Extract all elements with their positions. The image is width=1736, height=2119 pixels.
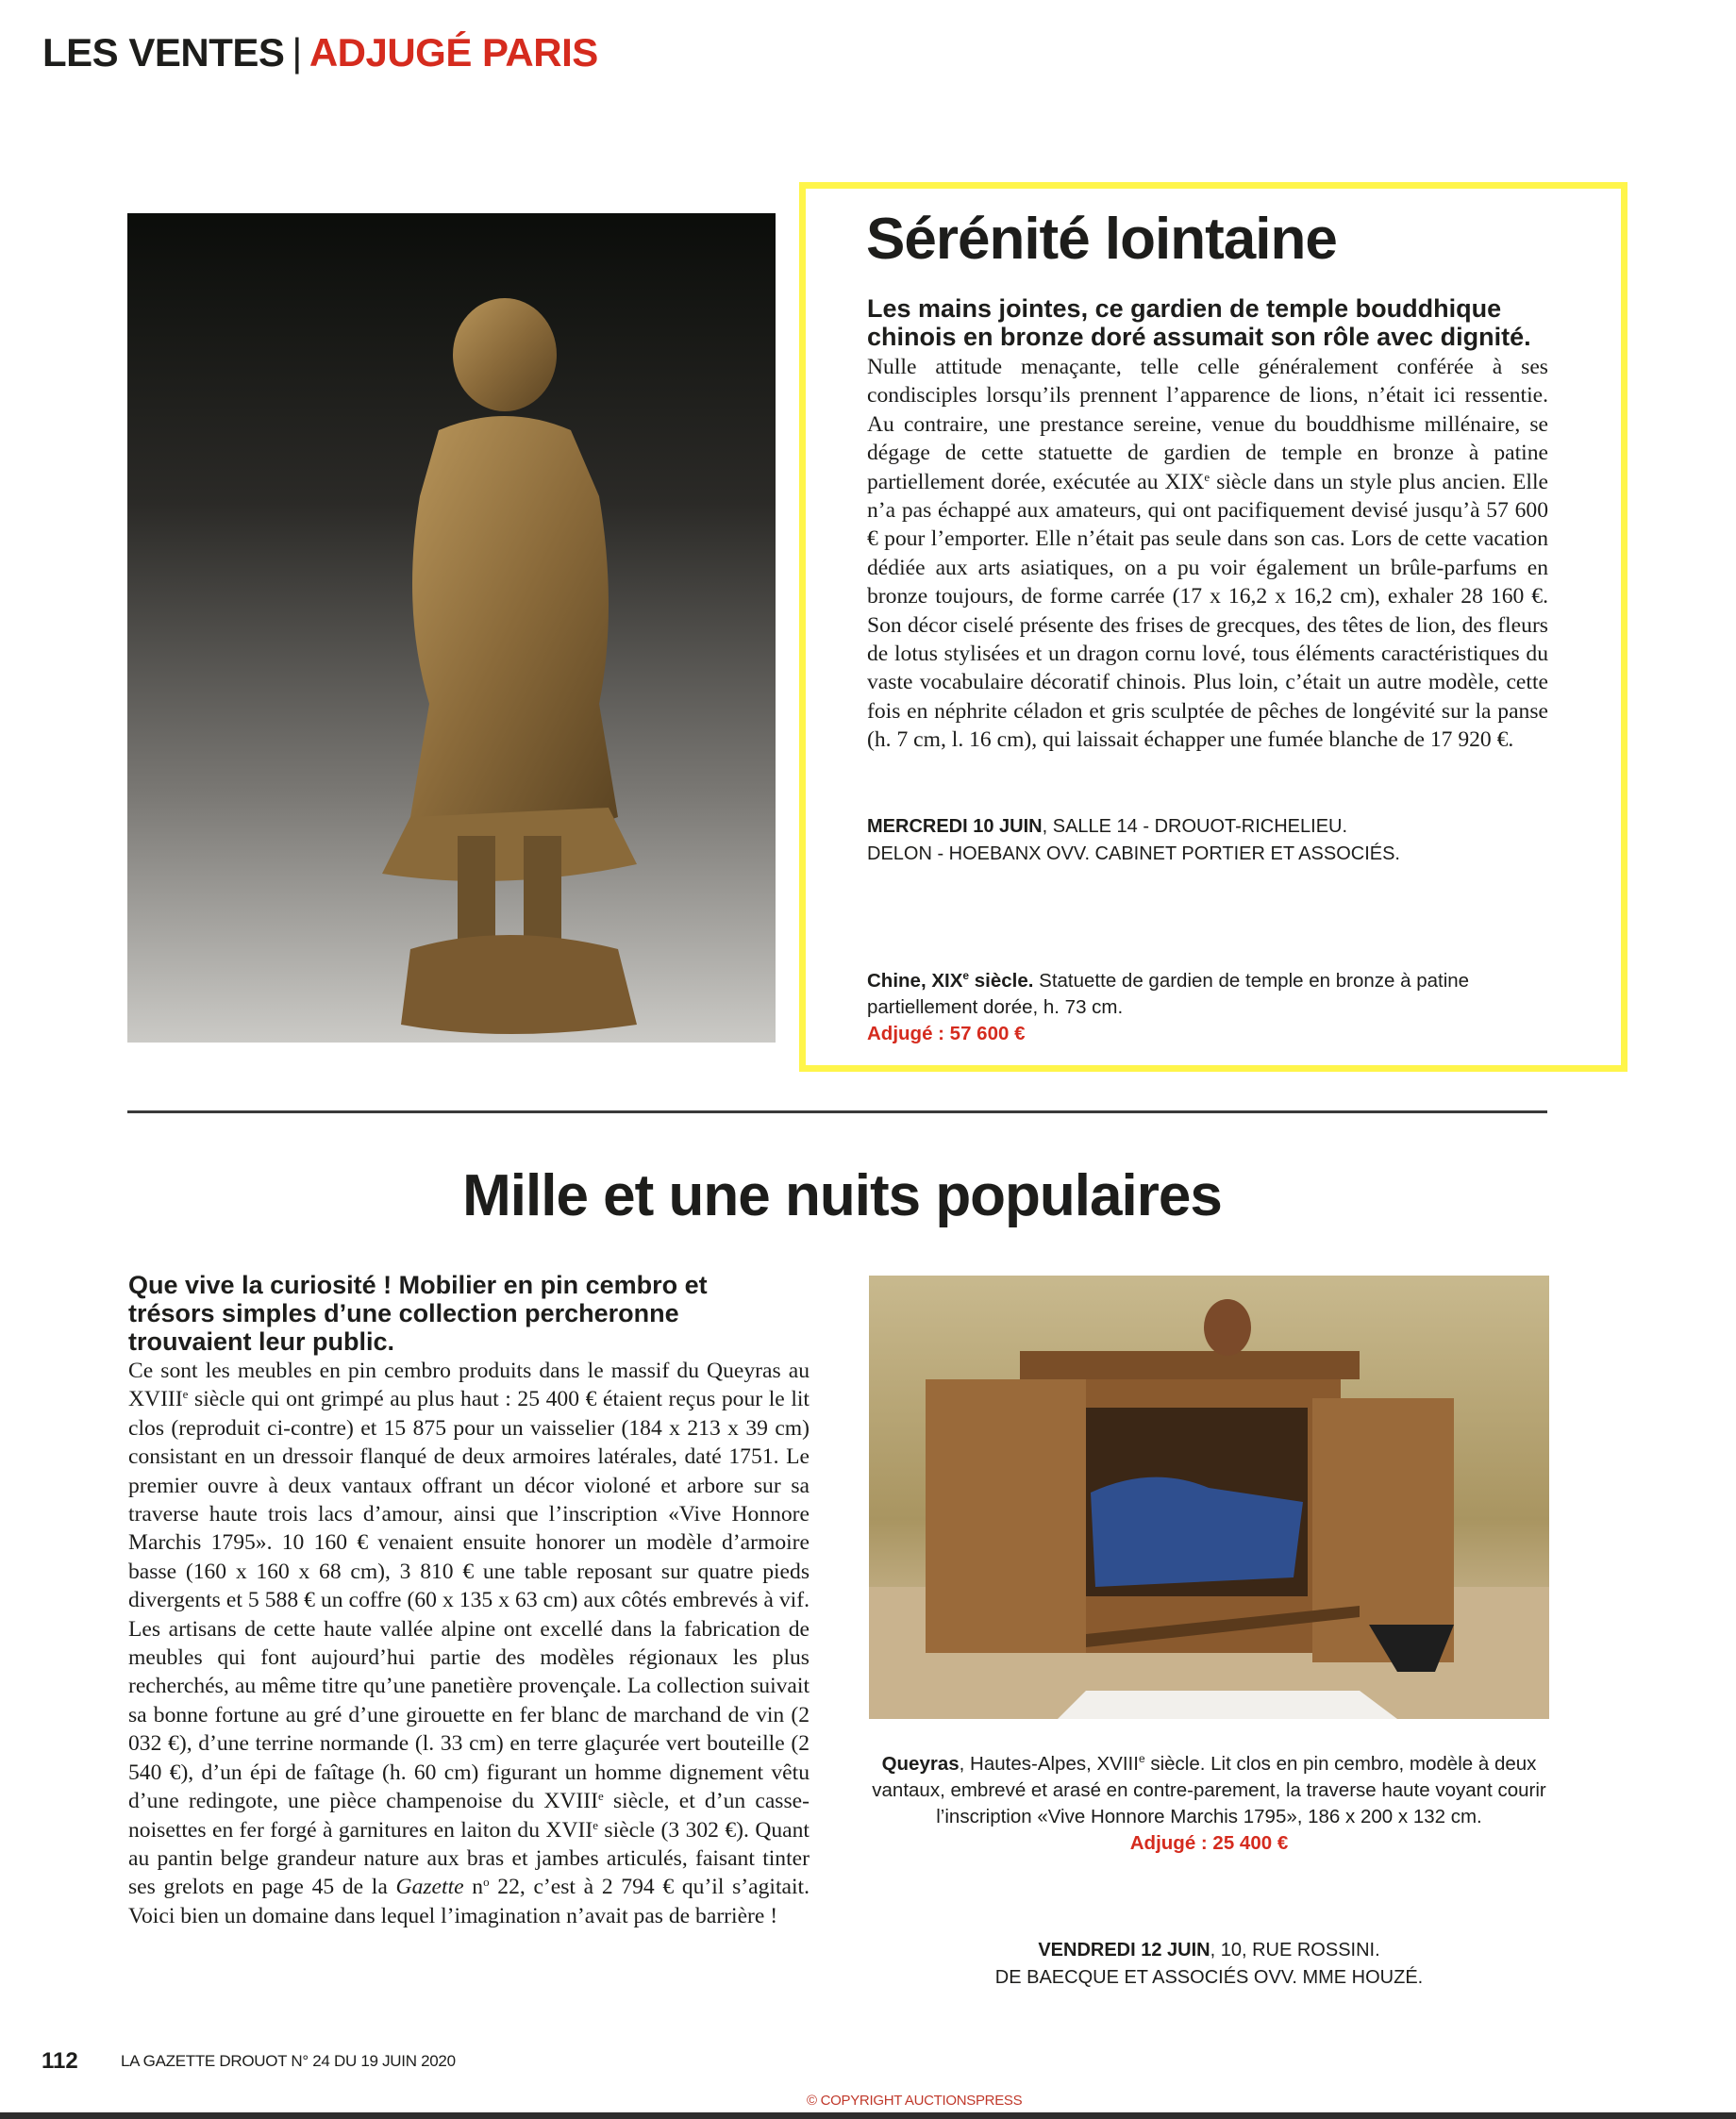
sale-place: , SALLE 14 - DROUOT-RICHELIEU. <box>1042 816 1348 837</box>
statuette-photo <box>127 213 776 1043</box>
page-number: 112 <box>42 2048 78 2074</box>
article2-title: Mille et une nuits populaires <box>462 1163 1222 1228</box>
box-bed-illustration <box>869 1276 1549 1719</box>
article2-lead: Que vive la curiosité ! Mobilier en pin cembro et trésors simples d’une collection percheronne trouvaient leur public. <box>128 1271 708 1356</box>
article1-lead: Les mains jointes, ce gardien de temple bouddhique chinois en bronze doré assumait son rôle avec dignité. <box>867 294 1531 351</box>
subsection-label: ADJUGÉ PARIS <box>309 30 598 75</box>
auction-house: DELON - HOEBANX OVV. CABINET PORTIER ET ASSOCIÉS. <box>867 843 1400 864</box>
article1-price: Adjugé : 57 600 € <box>867 1022 1026 1044</box>
article1-caption: Chine, XIXe siècle. Statuette de gardien de temple en bronze à patine partiellement dorée, h. 73 cm. Adjugé : 57 600 € <box>867 962 1546 1047</box>
section-divider <box>127 1110 1547 1113</box>
bottom-bar <box>0 2112 1736 2119</box>
section-header <box>42 30 598 75</box>
sale-date: VENDREDI 12 JUIN <box>1038 1940 1210 1960</box>
article1-title: Sérénité lointaine <box>866 207 1337 272</box>
bronze-statue-illustration <box>127 213 776 1043</box>
article1-sale-info <box>867 813 1584 868</box>
lit-clos-photo <box>869 1276 1549 1719</box>
copyright-notice: © COPYRIGHT AUCTIONSPRESS <box>807 2093 1023 2109</box>
auction-house: DE BAECQUE ET ASSOCIÉS OVV. MME HOUZÉ. <box>994 1967 1424 1988</box>
article2-body: Ce sont les meubles en pin cembro produits dans le massif du Queyras au XVIIIe siècle qui ont grimpé au plus haut : 25 400 € étaient reçus pour le lit clos (reproduit ci-contre) et 15 875 pour un vaisselier (184 x 213 x 39 cm) consistant en un dressoir flanqué de deux armoires latérales, daté 1751. Le premier ouvre à deux vantaux offrant un décor violoné et arbore sur sa traverse haute trois lacs d’amour, ainsi que l’inscription «Vive Honnore Marchis 1795». 10 160 € venaient ensuite honorer un modèle d’armoire basse (160 x 160 x 68 cm), 3 810 € une table reposant sur quatre pieds divergents et 5 588 € un coffre (60 x 135 x 63 cm) aux côtés embrevés à vif. Les artisans de cette haute vallée alpine ont excellé dans la fabrication de meubles qui font aujourd’hui partie des modèles régionaux les plus recherchés, au même titre qu’une panetière provençale. La collection suivait sa bonne fortune au gré d’une girouette en fer blanc de marchand de vin (2 032 €), d’une terrine normande (l. 33 cm) en terre glaçurée vert bouteille (2 540 €), d’un épi de faîtage (h. 60 cm) figurant un homme dignement vêtu d’une redingote, une pièce champenoise du XVIIIe siècle, et d’un casse-noisettes en fer forgé à garnitures en laiton du XVIIe siècle (3 302 €). Quant au pantin belge grandeur nature aux bras et jambes articulés, faisant tinter ses grelots en page 45 de la Gazette $n^o$ 22, c’est à 2 794 € qu’il s’agitait. Voici bien un domaine dans lequel l’imagination n’avait pas de barrière ! <box>128 1359 810 1928</box>
article2-price: Adjugé : 25 400 € <box>1129 1831 1289 1854</box>
sale-place: , 10, RUE ROSSINI. <box>1210 1940 1380 1960</box>
publication-info: LA GAZETTE DROUOT N° 24 DU 19 JUIN 2020 <box>121 2052 456 2070</box>
header-separator: | <box>292 30 302 75</box>
article2-sale-info <box>869 1937 1549 1992</box>
article2-caption: Queyras, Hautes-Alpes, XVIIIe siècle. Lit clos en pin cembro, modèle à deux vantaux, embrevé et arasé en contre-parement, la traverse haute voyant courir l’inscription «Vive Honnore Marchis 1795», 186 x 200 x 132 cm. Adjugé : 25 400 € <box>869 1745 1549 1857</box>
section-label: LES VENTES <box>42 30 285 75</box>
article1-body: Nulle attitude menaçante, telle celle généralement conférée à ses condisciples lorsqu’ils prennent l’apparence de lions, n’était ici ressentie. Au contraire, une prestance sereine, venue du bouddhisme millénaire, se dégage de cette statuette de gardien de temple en bronze à patine partiellement dorée, exécutée au XIXe siècle dans un style plus ancien. Elle n’a pas échappé aux amateurs, qui ont pacifiquement devisé jusqu’à 57 600 € pour l’emporter. Elle n’était pas seule dans son cas. Lors de cette vacation dédiée aux arts asiatiques, on a pu voir également un brûle-parfums en bronze toujours, de forme carrée (17 x 16,2 x 16,2 cm), exhaler 28 160 €. Son décor ciselé présente des frises de grecques, des têtes de lion, des fleurs de lotus stylisées et un dragon cornu lové, tous éléments caractéristiques du vaste vocabulaire décoratif chinois. Plus loin, c’était un autre modèle, cette fois en néphrite céladon et gris sculptée de pêches de longévité sur la panse (h. 7 cm, l. 16 cm), qui laissait échapper une fumée blanche de 17 920 €. <box>867 355 1548 753</box>
sale-date: MERCREDI 10 JUIN <box>867 816 1043 837</box>
